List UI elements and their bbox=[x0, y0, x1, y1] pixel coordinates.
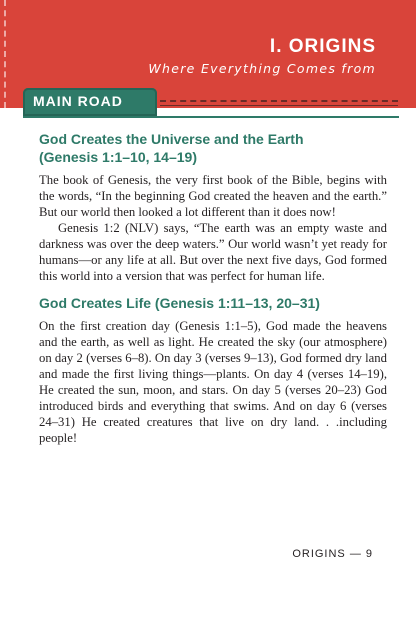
paragraph: Genesis 1:2 (NLV) says, “The earth was an empty waste and darkness was over the deep waters.” Our world wasn’t yet ready for humans—or any life at all. But over the next five days, God formed this world into a version that was perfect for human life. bbox=[39, 221, 387, 283]
section-tab-label: MAIN ROAD bbox=[33, 93, 123, 109]
section-heading-line-2: (Genesis 1:1–10, 14–19) bbox=[39, 149, 197, 165]
banner-edge-decoration bbox=[4, 0, 15, 108]
section-heading-life: God Creates Life (Genesis 1:11–13, 20–31) bbox=[39, 295, 320, 311]
road-divider-solid bbox=[160, 105, 398, 106]
section-rule bbox=[23, 116, 399, 118]
paragraph: On the first creation day (Genesis 1:1–5), God made the heavens and the earth, as well as light. He created the sky (our atmosphere) on day 2 (verses 6–8). On day 3 (verses 9–13), God formed dry land and made the first living things—plants. On day 4 (verses 14–19), He created the sun, moon, and stars. On day 5 (verses 20–23) God introduced birds and everything that swims. And on day 6 (verses 24–31) He created creatures that live on dry land. . .including people! bbox=[39, 319, 387, 445]
chapter-subtitle: Where Everything Comes from bbox=[148, 61, 376, 76]
main-content bbox=[39, 130, 387, 446]
paragraph: The book of Genesis, the very first book of the Bible, begins with the words, “In the beginning God created the heaven and the earth.” But our world then looked a lot different than it does now! bbox=[39, 173, 387, 219]
page-footer: ORIGINS — 9 bbox=[292, 548, 373, 560]
road-divider-dashed bbox=[160, 100, 398, 102]
section-heading-creation bbox=[39, 130, 387, 166]
section-heading-line-1: God Creates the Universe and the Earth bbox=[39, 131, 304, 147]
chapter-title: I. ORIGINS bbox=[269, 36, 376, 57]
